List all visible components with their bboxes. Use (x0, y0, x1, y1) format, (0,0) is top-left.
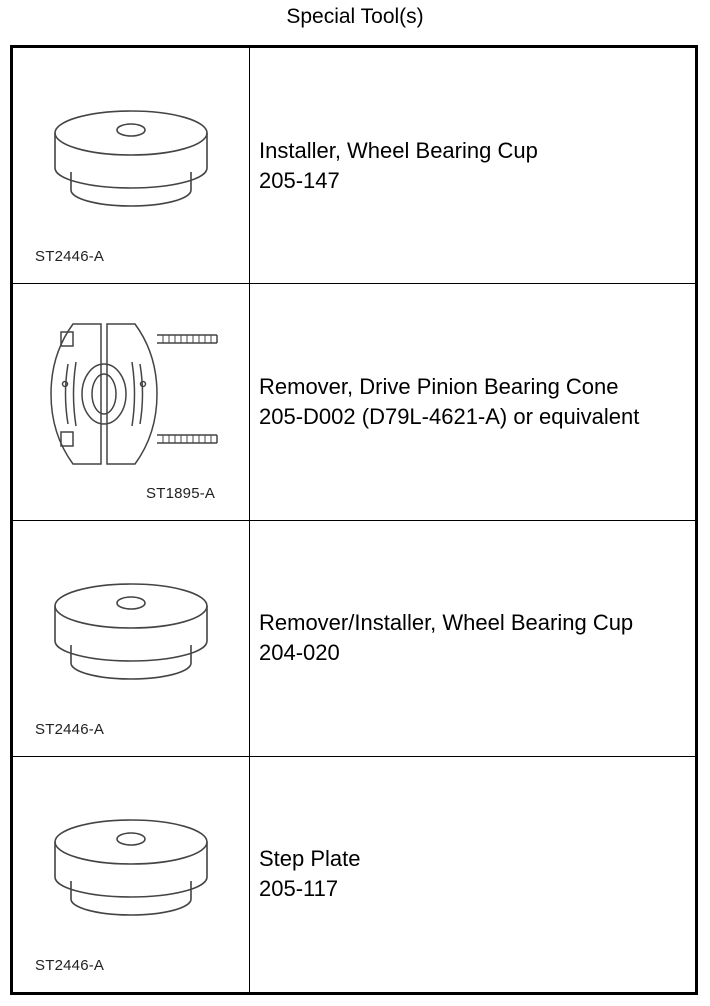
tool-name: Installer, Wheel Bearing Cup (259, 137, 538, 163)
tool-name: Remover, Drive Pinion Bearing Cone (259, 373, 619, 399)
tool-illustration-cell (13, 521, 250, 756)
disc-plate-illustration (13, 48, 249, 282)
tool-row (13, 48, 695, 284)
tool-name: Step Plate (259, 846, 361, 872)
tool-description-cell (250, 521, 695, 756)
tool-illustration-cell (13, 284, 250, 519)
tool-illustration-cell (13, 757, 250, 992)
illustration-ref-code: ST2446-A (35, 248, 105, 266)
disc-plate-illustration (13, 521, 249, 755)
tool-number: 205-117 (259, 876, 339, 902)
page-title: Special Tool(s) (286, 5, 424, 28)
tool-number: 205-D002 (D79L-4621-A) or equivalent (259, 403, 640, 429)
tool-row (13, 757, 695, 992)
illustration-ref-code: ST1895-A (146, 484, 216, 502)
tool-number: 204-020 (259, 640, 340, 666)
tool-row (13, 521, 695, 757)
tool-description-cell (250, 757, 695, 992)
illustration-ref-code: ST2446-A (35, 957, 105, 974)
tool-illustration-cell (13, 48, 250, 283)
tool-row (13, 284, 695, 520)
tool-description-cell (250, 48, 695, 283)
special-tools-table (10, 45, 698, 995)
tool-description-cell (250, 284, 695, 519)
illustration-ref-code: ST2446-A (35, 720, 105, 738)
bearing-splitter-illustration (13, 284, 249, 518)
tool-number: 205-147 (259, 167, 340, 193)
disc-plate-illustration (13, 757, 249, 991)
tool-name: Remover/Installer, Wheel Bearing Cup (259, 610, 634, 636)
